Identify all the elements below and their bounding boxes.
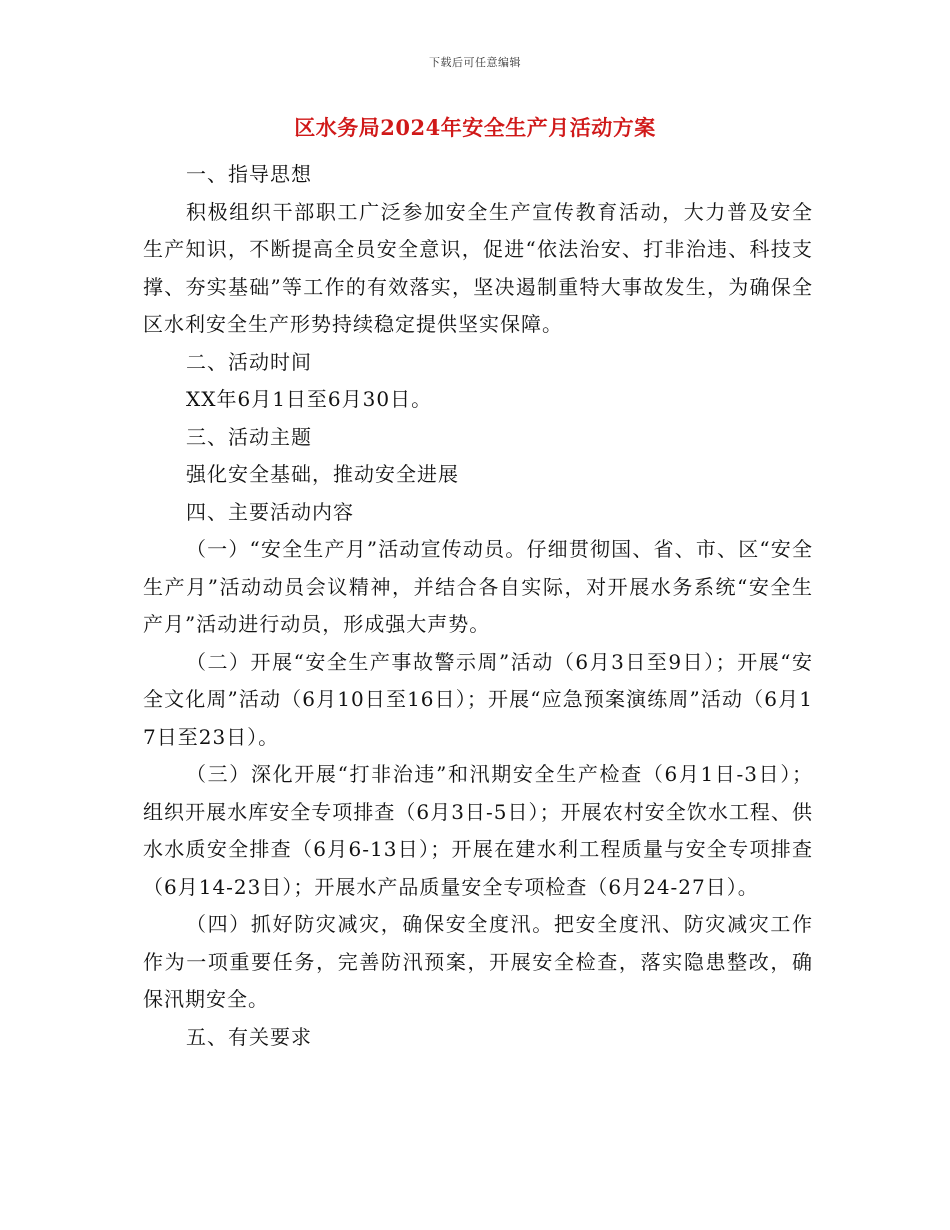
- header-note: 下载后可任意编辑: [429, 56, 521, 69]
- paragraph-content-item-3: （三）深化开展“打非治违”和汛期安全生产检查（6月1日-3日）；组织开展水库安全专项排查（6月3日-5日）；开展农村安全饮水工程、供水水质安全排查（6月6-13日）；开展在建水利工程质量与安全专项排查（6月14-23日）；开展水产品质量安全专项检查（6月24-27日）。: [143, 762, 813, 899]
- paragraph-activity-time: XX年6月1日至6月30日。: [186, 387, 433, 411]
- paragraph-guiding-thought: 积极组织干部职工广泛参加安全生产宣传教育活动，大力普及安全生产知识，不断提高全员安全意识，促进“依法治安、打非治违、科技支撑、夯实基础”等工作的有效落实，坚决遏制重特大事故发生，为确保全区水利安全生产形势持续稳定提供坚实保障。: [143, 199, 813, 336]
- section-heading-main-content: 四、主要活动内容: [186, 499, 354, 524]
- document-title: 区水务局2024年安全生产月活动方案: [294, 115, 656, 140]
- section-heading-requirements: 五、有关要求: [186, 1024, 312, 1049]
- document-body: [143, 156, 813, 1056]
- section-heading-guiding-thought: 一、指导思想: [186, 162, 312, 186]
- paragraph-content-item-1: （一）“安全生产月”活动宣传动员。仔细贯彻国、省、市、区“安全生产月”活动动员会议精神，并结合各自实际，对开展水务系统“安全生产月”活动进行动员，形成强大声势。: [143, 537, 813, 636]
- paragraph-content-item-2: （二）开展“安全生产事故警示周”活动（6月3日至9日）；开展“安全文化周”活动（6月10日至16日）；开展“应急预案演练周”活动（6月17日至23日）。: [143, 649, 813, 749]
- paragraph-content-item-4: （四）抓好防灾减灾，确保安全度汛。把安全度汛、防灾减灾工作作为一项重要任务，完善防汛预案，开展安全检查，落实隐患整改，确保汛期安全。: [143, 912, 813, 1011]
- section-heading-activity-time: 二、活动时间: [186, 349, 312, 374]
- section-heading-activity-theme: 三、活动主题: [186, 424, 312, 449]
- paragraph-activity-theme: 强化安全基础，推动安全进展: [186, 462, 459, 486]
